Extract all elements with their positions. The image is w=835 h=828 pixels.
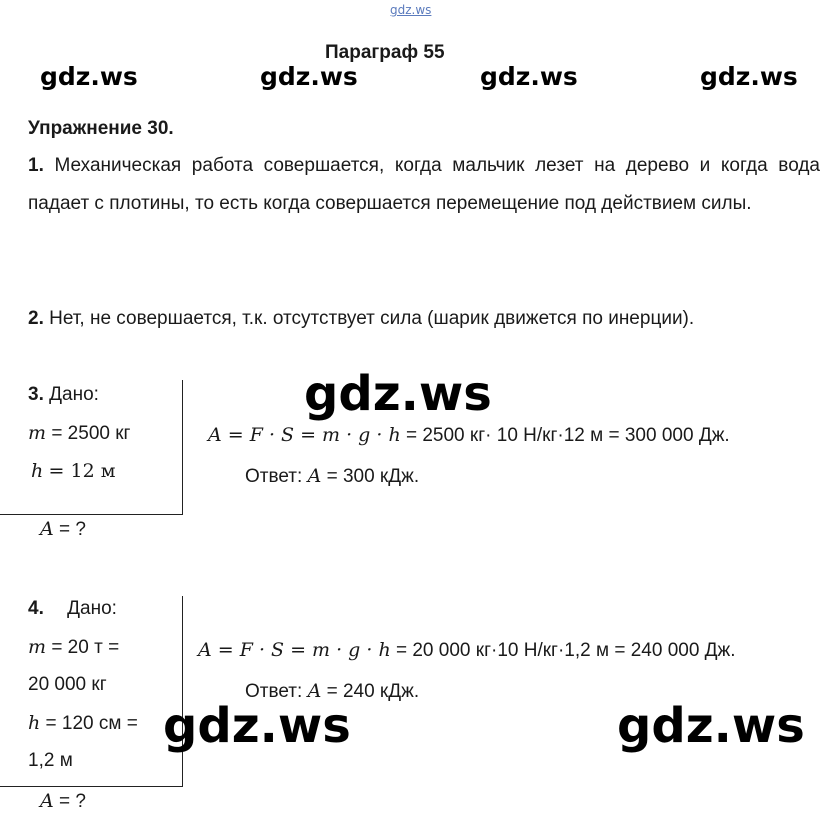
page-heading: Параграф 55 [325, 42, 445, 63]
watermark-row-4: gdz.ws [700, 62, 798, 91]
answer-1 [28, 147, 820, 223]
answer-4-formula [198, 639, 736, 662]
formula-lhs: A = F · S = m · g · h [198, 639, 391, 661]
answer-3-given [28, 384, 99, 406]
answer-1-number: 1. [28, 155, 44, 176]
answer-4-number: 4. [28, 598, 44, 619]
answer-2 [28, 308, 694, 330]
watermark-top: gdz.ws [390, 3, 432, 17]
height-value: = 12 м [48, 460, 116, 482]
given-height [28, 712, 138, 735]
mass-symbol: m [28, 422, 47, 444]
given-divider-vertical [182, 596, 183, 786]
answer-symbol: A [307, 465, 322, 487]
watermark-row-1: gdz.ws [40, 62, 138, 91]
given-mass [28, 422, 130, 445]
answer-value: = 240 кДж. [326, 681, 420, 702]
answer-3-result [245, 465, 419, 488]
find-question: = ? [59, 519, 86, 540]
answer-label: Ответ: [245, 466, 303, 487]
given-divider-vertical [182, 380, 183, 514]
answer-1-text: Механическая работа совершается, когда мальчик лезет на дерево и когда вода падает с плотины, то есть когда совершается перемещение под действием силы. [28, 155, 820, 214]
height-value: = 120 см = [45, 713, 138, 734]
answer-2-number: 2. [28, 308, 44, 329]
answer-2-text: Нет, не совершается, т.к. отсутствует сила (шарик движется по инерции). [49, 308, 695, 329]
given-height-converted: 1,2 м [28, 750, 73, 771]
find-question: = ? [59, 791, 86, 812]
work-symbol: A [40, 790, 54, 812]
watermark-middle: gdz.ws [304, 366, 492, 422]
mass-value: = 2500 кг [51, 423, 131, 444]
formula-lhs: A = F · S = m · g · h [208, 424, 401, 446]
answer-4-given [28, 598, 117, 620]
answer-symbol: A [307, 680, 322, 702]
mass-value: = 20 т = [51, 637, 120, 658]
answer-value: = 300 кДж. [326, 466, 420, 487]
find-value [40, 790, 86, 813]
given-height [31, 460, 116, 483]
find-value [40, 518, 86, 541]
watermark-row-2: gdz.ws [260, 62, 358, 91]
mass-symbol: m [28, 636, 47, 658]
height-symbol: h [31, 460, 44, 482]
exercise-title: Упражнение 30. [28, 118, 174, 139]
work-symbol: A [40, 518, 54, 540]
formula-rhs: = 20 000 кг·10 Н/кг·1,2 м = 240 000 Дж. [395, 640, 736, 661]
watermark-bottom-right: gdz.ws [617, 698, 805, 754]
watermark-bottom-left: gdz.ws [163, 698, 351, 754]
formula-rhs: = 2500 кг· 10 Н/кг·12 м = 300 000 Дж. [405, 425, 730, 446]
given-mass-converted: 20 000 кг [28, 674, 107, 695]
answer-3-number: 3. [28, 384, 44, 405]
answer-3-formula [208, 424, 730, 447]
given-divider-horizontal [0, 514, 183, 515]
watermark-row-3: gdz.ws [480, 62, 578, 91]
given-label: Дано: [67, 598, 117, 619]
given-divider-horizontal [0, 786, 183, 787]
given-label: Дано: [49, 384, 99, 405]
given-mass [28, 636, 119, 659]
answer-label: Ответ: [245, 681, 303, 702]
height-symbol: h [28, 712, 41, 734]
